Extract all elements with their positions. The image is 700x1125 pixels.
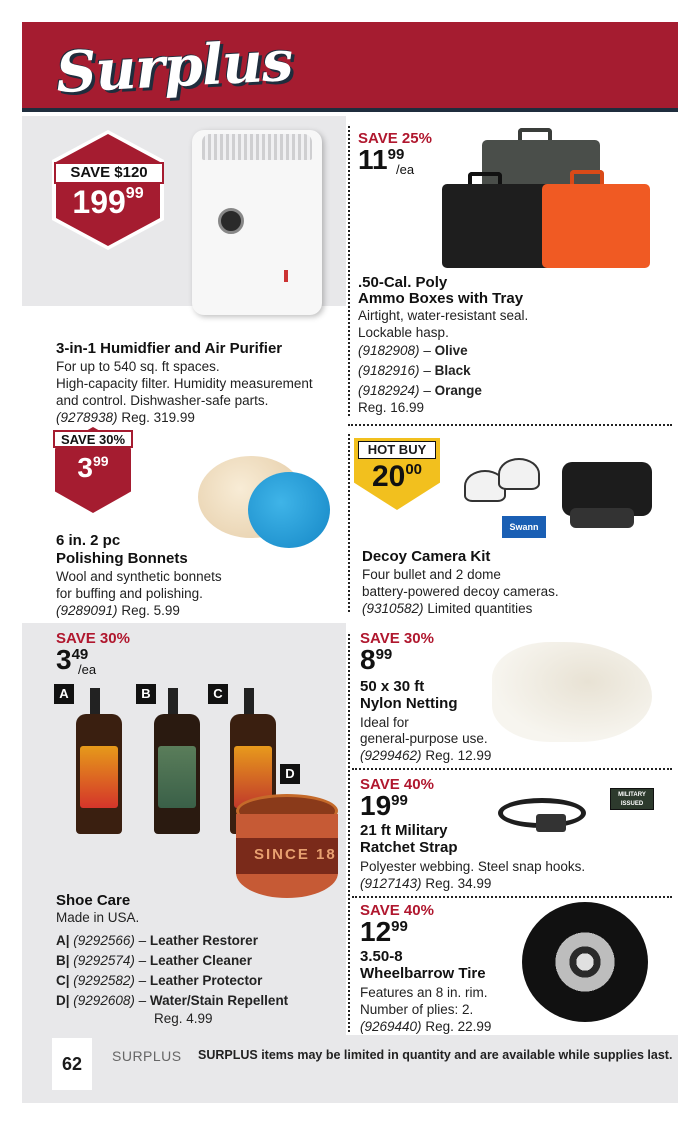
shoe-item-name: Water/Stain Repellent xyxy=(149,993,289,1008)
tire-reg: Reg. 22.99 xyxy=(425,1019,492,1034)
ammo-variant-name: Black xyxy=(434,363,471,378)
netting-reg: Reg. 12.99 xyxy=(425,748,492,763)
shoe-item-sku: (9292608) xyxy=(73,993,135,1008)
bonnets-desc-2: for buffing and polishing. xyxy=(56,586,203,601)
ammo-price-dollars: 11 xyxy=(358,144,388,175)
ammo-variant-sku: (9182924) xyxy=(358,383,420,398)
footer-disclaimer: SURPLUS items may be limited in quantity and are available while supplies last. xyxy=(198,1048,673,1062)
strap-sku-line xyxy=(360,875,491,892)
ammo-box-olive-handle xyxy=(518,128,552,140)
ammo-variant-dash: – xyxy=(423,363,431,378)
tire-sku-line xyxy=(360,1018,491,1035)
divider-horizontal-2 xyxy=(352,768,672,770)
ammo-title-1: .50-Cal. Poly xyxy=(358,274,448,291)
ammo-desc-1: Airtight, water-resistant seal. xyxy=(358,308,529,323)
shoe-unit: /ea xyxy=(78,662,97,677)
ammo-variant-dash: – xyxy=(423,383,431,398)
ammo-box-orange-image xyxy=(542,184,650,268)
bonnets-title-1: 6 in. 2 pc xyxy=(56,532,121,549)
shoe-item-letter: B| xyxy=(56,953,70,968)
bonnets-reg: Reg. 5.99 xyxy=(121,603,180,618)
camera-price xyxy=(356,462,438,492)
shoe-item-sku: (9292566) xyxy=(73,933,135,948)
netting-sku: (9299462) xyxy=(360,748,422,763)
tire-title-1: 3.50-8 xyxy=(360,948,403,965)
shoe-item-name: Leather Restorer xyxy=(149,933,258,948)
netting-sku-line xyxy=(360,747,491,764)
ammo-save-label: SAVE 25% xyxy=(358,130,432,147)
shoe-item-dash: – xyxy=(138,933,147,948)
bottle-a-label xyxy=(80,746,118,808)
ammo-box-black-image xyxy=(442,184,556,268)
bottle-c-sprayer xyxy=(244,688,254,714)
strap-desc-1: Polyester webbing. Steel snap hooks. xyxy=(360,859,586,874)
humidifier-sku-line xyxy=(56,409,195,426)
ammo-title-2: Ammo Boxes with Tray xyxy=(358,290,524,307)
tire-price xyxy=(360,918,408,946)
bonnets-title-2: Polishing Bonnets xyxy=(56,550,188,567)
flyer-page xyxy=(22,22,678,1103)
strap-title-2: Ratchet Strap xyxy=(360,839,458,856)
bonnets-sku-line xyxy=(56,602,180,619)
ammo-box-orange-handle xyxy=(570,170,604,184)
footer-bar xyxy=(22,1035,678,1103)
camera-price-dollars: 20 xyxy=(371,460,406,493)
footer-section: SURPLUS xyxy=(112,1048,182,1064)
shoe-item-letter: A| xyxy=(56,933,70,948)
humidifier-desc-3: and control. Dishwasher-safe parts. xyxy=(56,393,269,408)
ammo-variant-sku: (9182908) xyxy=(358,343,420,358)
bottle-b-label xyxy=(158,746,196,808)
humidifier-reg: Reg. 319.99 xyxy=(121,410,195,425)
divider-vertical-mid xyxy=(348,434,350,612)
humidifier-desc-1: For up to 540 sq. ft spaces. xyxy=(56,359,220,374)
bottle-a-sprayer xyxy=(90,688,100,714)
humidifier-tag xyxy=(284,270,288,282)
shoe-price-cents: 49 xyxy=(71,646,89,663)
shoe-item-letter: D| xyxy=(56,993,70,1008)
camera-desc-2: battery-powered decoy cameras. xyxy=(362,584,559,599)
humidifier-save-label: SAVE $120 xyxy=(54,162,164,184)
dome-camera-2-image xyxy=(498,458,540,490)
ammo-unit: /ea xyxy=(396,162,415,177)
ammo-desc-2: Lockable hasp. xyxy=(358,325,449,340)
synthetic-bonnet-image xyxy=(248,472,330,548)
camera-price-cents: 00 xyxy=(405,461,423,478)
strap-price xyxy=(360,792,408,820)
netting-title-2: Nylon Netting xyxy=(360,695,458,712)
strap-save-label: SAVE 40% xyxy=(360,776,434,793)
humidifier-vent xyxy=(202,134,312,160)
bullet-camera-mounts xyxy=(570,508,634,528)
strap-sku: (9127143) xyxy=(360,876,422,891)
ammo-reg: Reg. 16.99 xyxy=(358,400,425,415)
tire-desc-1: Features an 8 in. rim. xyxy=(360,985,488,1000)
bonnets-price-cents: 99 xyxy=(93,453,109,469)
shoe-item-letter: C| xyxy=(56,973,70,988)
page-number: 62 xyxy=(61,1054,83,1074)
bonnets-price-dollars: 3 xyxy=(77,452,93,483)
bonnets-price xyxy=(56,454,130,482)
ammo-variant-orange xyxy=(358,382,482,399)
shoe-item-sku: (9292582) xyxy=(73,973,135,988)
ammo-box-black-handle xyxy=(468,172,502,184)
tire-desc-2: Number of plies: 2. xyxy=(360,1002,474,1017)
bottle-a-image xyxy=(76,714,122,834)
camera-sku-line xyxy=(362,600,532,617)
bottle-b-sprayer xyxy=(168,688,178,714)
camera-title: Decoy Camera Kit xyxy=(362,548,491,565)
shoe-item-a xyxy=(56,932,258,949)
shoe-letter-c: C xyxy=(208,684,228,704)
netting-title-1: 50 x 30 ft xyxy=(360,678,425,695)
camera-sku: (9310582) xyxy=(362,601,424,616)
shoe-reg: Reg. 4.99 xyxy=(154,1011,213,1026)
divider-horizontal-3 xyxy=(352,896,672,898)
ammo-variant-sku: (9182916) xyxy=(358,363,420,378)
ammo-variant-olive xyxy=(358,342,468,359)
bonnets-sku: (9289091) xyxy=(56,603,118,618)
ratchet-mechanism-image xyxy=(536,814,566,832)
shoe-item-b xyxy=(56,952,252,969)
shoe-letter-a: A xyxy=(54,684,74,704)
shoe-item-name: Leather Cleaner xyxy=(149,953,252,968)
surplus-logo: Surplus xyxy=(54,27,294,107)
strap-reg: Reg. 34.99 xyxy=(425,876,492,891)
swann-box: Swann xyxy=(502,516,546,538)
ammo-variant-name: Orange xyxy=(434,383,482,398)
strap-price-cents: 99 xyxy=(391,792,408,809)
shoe-letter-b: B xyxy=(136,684,156,704)
divider-horizontal-1 xyxy=(348,424,672,426)
humidifier-sku: (9278938) xyxy=(56,410,118,425)
wheelbarrow-tire-image xyxy=(522,902,648,1022)
netting-price-dollars: 8 xyxy=(360,644,376,675)
humidifier-price-dollars: 199 xyxy=(72,184,126,220)
divider-vertical-bottom xyxy=(348,634,350,1032)
tire-price-cents: 99 xyxy=(391,918,408,935)
military-badge-line-2: ISSUED xyxy=(620,801,644,807)
humidifier-image xyxy=(192,130,322,315)
page-number-box xyxy=(52,1038,92,1090)
humidifier-desc-2: High-capacity filter. Humidity measurement xyxy=(56,376,313,391)
tire-price-dollars: 12 xyxy=(360,916,392,947)
tire-title-2: Wheelbarrow Tire xyxy=(360,965,486,982)
shoe-price-dollars: 3 xyxy=(56,644,72,675)
shoe-item-dash: – xyxy=(138,973,147,988)
netting-price-cents: 99 xyxy=(375,646,393,663)
bonnets-desc-1: Wool and synthetic bonnets xyxy=(56,569,222,584)
ammo-variant-name: Olive xyxy=(434,343,468,358)
humidifier-title: 3-in-1 Humidfier and Air Purifier xyxy=(56,340,283,357)
shoe-item-dash: – xyxy=(138,993,147,1008)
ammo-price-cents: 99 xyxy=(387,146,405,163)
ammo-variant-black xyxy=(358,362,471,379)
humidifier-dial xyxy=(218,208,244,234)
tin-body-image xyxy=(236,814,338,898)
tire-sku: (9269440) xyxy=(360,1019,422,1034)
netting-desc-2: general-purpose use. xyxy=(360,731,488,746)
shoe-subtitle: Made in USA. xyxy=(56,910,140,925)
military-issued-badge xyxy=(610,788,654,810)
camera-hot-buy-label: HOT BUY xyxy=(358,441,436,459)
strap-title-1: 21 ft Military xyxy=(360,822,448,839)
shoe-item-name: Leather Protector xyxy=(149,973,263,988)
tire-save-label: SAVE 40% xyxy=(360,902,434,919)
shoe-letter-d: D xyxy=(280,764,300,784)
humidifier-price-cents: 99 xyxy=(125,185,144,202)
shoe-title: Shoe Care xyxy=(56,892,131,909)
bonnets-save-label: SAVE 30% xyxy=(53,430,133,448)
netting-price xyxy=(360,646,392,674)
camera-note: Limited quantities xyxy=(427,601,533,616)
strap-price-dollars: 19 xyxy=(360,790,392,821)
ammo-variant-dash: – xyxy=(423,343,431,358)
shoe-save-label: SAVE 30% xyxy=(56,630,130,647)
divider-vertical-top xyxy=(348,126,350,416)
netting-save-label: SAVE 30% xyxy=(360,630,434,647)
header-banner xyxy=(22,22,678,112)
nylon-netting-image xyxy=(492,642,652,742)
bottle-b-image xyxy=(154,714,200,834)
shoe-item-sku: (9292574) xyxy=(73,953,135,968)
tin-since-text: SINCE 18 xyxy=(254,846,337,863)
humidifier-price xyxy=(58,186,158,218)
military-badge-line-1: MILITARY xyxy=(618,792,646,798)
netting-desc-1: Ideal for xyxy=(360,715,409,730)
shoe-item-d xyxy=(56,992,288,1009)
camera-desc-1: Four bullet and 2 dome xyxy=(362,567,501,582)
shoe-item-c xyxy=(56,972,262,989)
shoe-item-dash: – xyxy=(138,953,147,968)
